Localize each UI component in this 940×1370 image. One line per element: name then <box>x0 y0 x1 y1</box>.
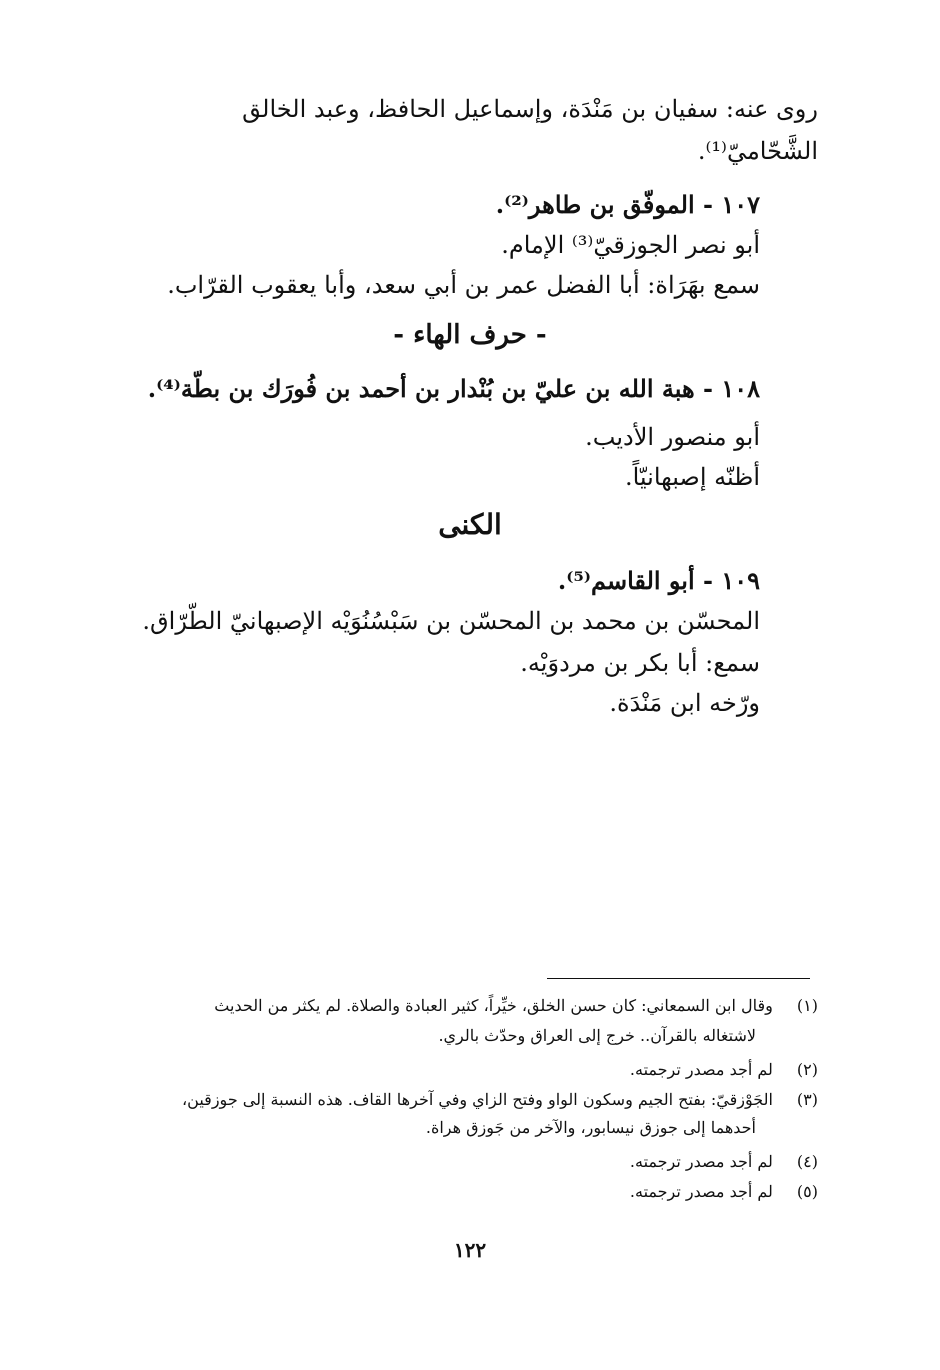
section-heading: الكنى <box>438 508 502 541</box>
footnote <box>90 1088 818 1112</box>
footnote-separator <box>547 978 810 979</box>
body-line: ورّخه ابن مَنْدَة. <box>609 689 760 717</box>
footnote-number: (٥) <box>796 1182 818 1201</box>
footnote-text: أحدهما إلى جوزق نيسابور، والآخر من جَوزق هراة. <box>425 1118 756 1137</box>
entry-title: ١٠٩ - أبو القاسم⁽⁵⁾. <box>557 566 760 595</box>
footnote-text: لم أجد مصدر ترجمته. <box>629 1182 773 1201</box>
footnote <box>90 1180 818 1204</box>
body-line: سمع: أبا بكر بن مردوَيْه. <box>520 649 760 677</box>
footnote-text: لاشتغاله بالقرآن.. خرج إلى العراق وحدّث بالري. <box>438 1026 756 1045</box>
footnote <box>90 1150 818 1174</box>
page-number: ١٢٢ <box>453 1238 487 1262</box>
footnote-text: لم أجد مصدر ترجمته. <box>629 1152 773 1171</box>
entry-title: ١٠٧ - الموفّق بن طاهر⁽²⁾. <box>495 190 760 219</box>
footnote-text: لم أجد مصدر ترجمته. <box>629 1060 773 1079</box>
footnote-number: (٢) <box>796 1060 818 1079</box>
body-line: المحسّن بن محمد بن المحسّن بن سَبْسُنُوَيْه الإصبهانيّ الطّرّاق. <box>142 607 760 635</box>
footnote-text: الجَوْزقيّ: بفتح الجيم وسكون الواو وفتح الزاي وفي آخرها القاف. هذه النسبة إلى جوزقين، <box>182 1090 773 1109</box>
body-line: أبو منصور الأديب. <box>585 423 760 451</box>
body-line: سمع بهَرَاة: أبا الفضل عمر بن أبي سعد، وأبا يعقوب القرّاب. <box>167 271 760 299</box>
footnote-text: وقال ابن السمعاني: كان حسن الخلق، خيِّراً، كثير العبادة والصلاة. لم يكثر من الحديث <box>214 996 773 1015</box>
footnote <box>90 1058 818 1082</box>
body-line: روى عنه: سفيان بن مَنْدَة، وإسماعيل الحافظ، وعبد الخالق <box>242 95 818 123</box>
footnote-number: (١) <box>796 996 818 1015</box>
body-line: الشَّحّاميّ⁽¹⁾. <box>697 137 818 165</box>
footnote <box>90 994 818 1018</box>
body-line: أظنّه إصبهانيّاً. <box>624 463 760 491</box>
body-line: أبو نصر الجوزقيّ⁽³⁾ الإمام. <box>501 231 760 259</box>
footnote-number: (٣) <box>796 1090 818 1109</box>
section-heading: - حرف الهاء - <box>393 320 547 350</box>
footnote-number: (٤) <box>796 1152 818 1171</box>
entry-title: ١٠٨ - هبة الله بن عليّ بن بُنْدار بن أحمد بن فُورَك بن بطّة⁽⁴⁾. <box>147 374 760 403</box>
